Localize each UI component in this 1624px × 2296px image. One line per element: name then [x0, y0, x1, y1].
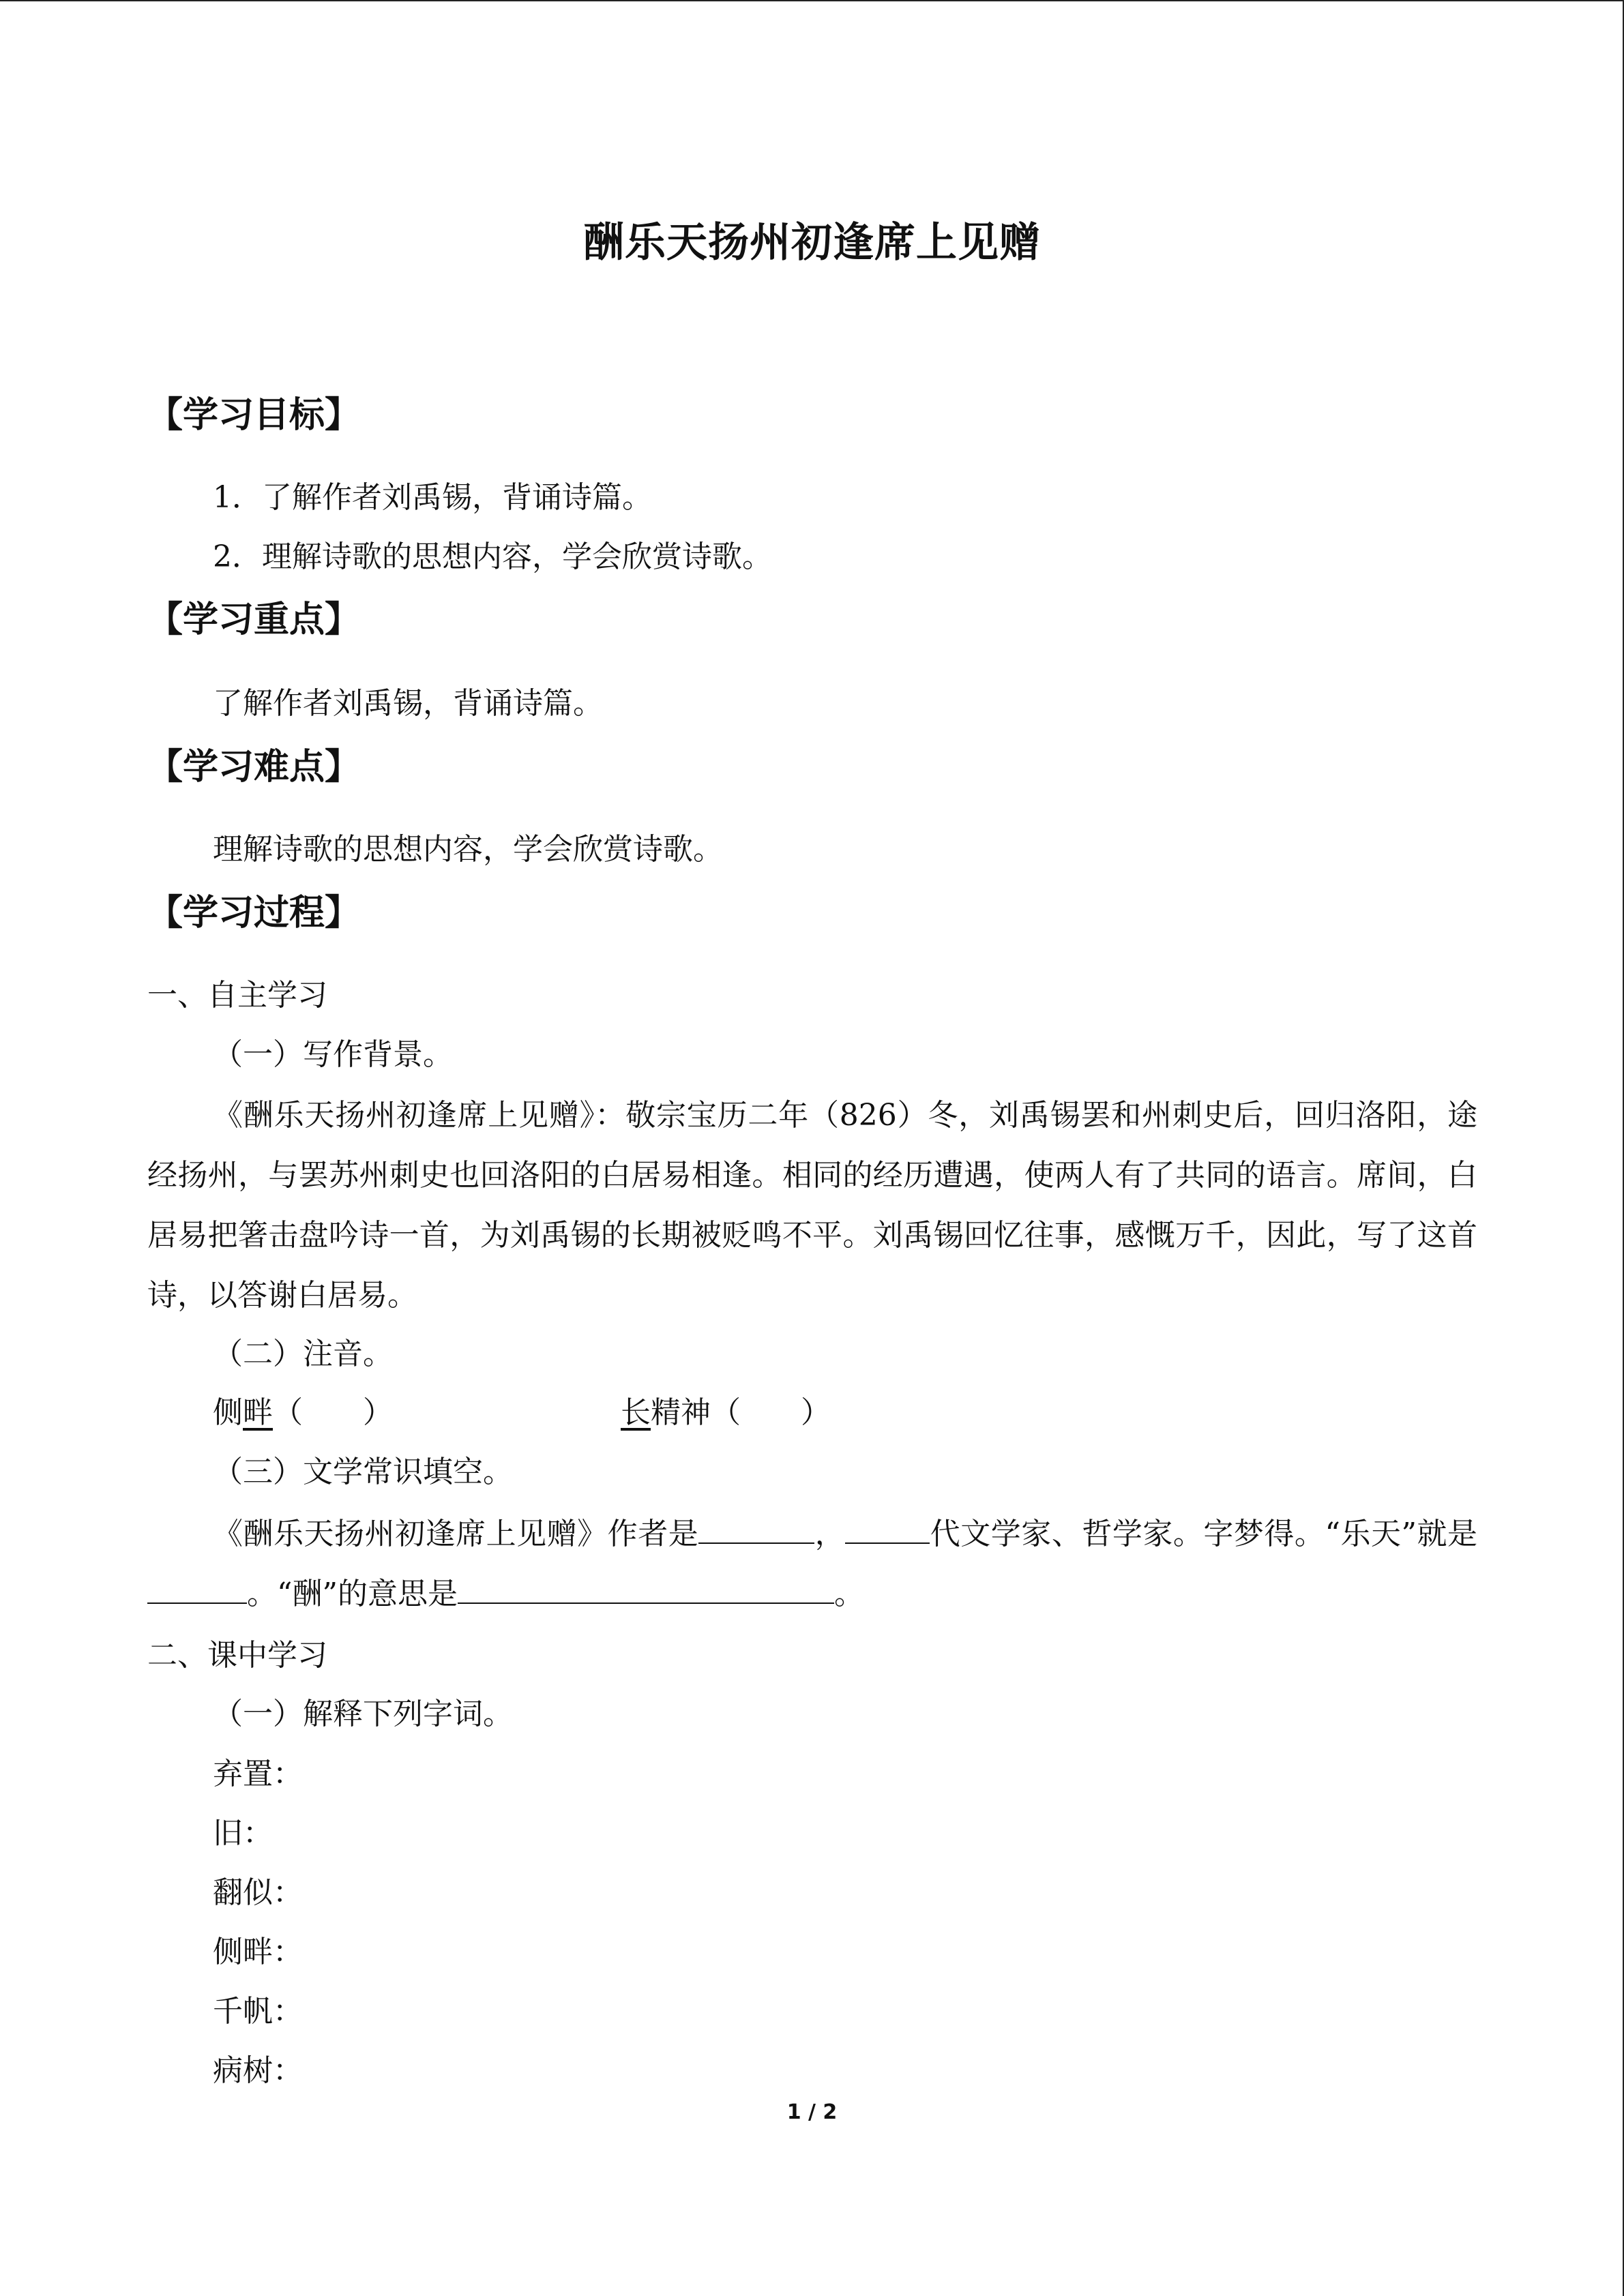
- pinyin-a-char: 畔: [243, 1395, 273, 1430]
- word-item: 千帆：: [213, 1994, 303, 2029]
- background-paragraph: 《酬乐天扬州初逢席上见赠》：敬宗宝历二年（826）冬，刘禹锡罢和州刺史后，回归洛阳，途经扬州，与罢苏州刺史也回洛阳的白居易相逢。相同的经历遭遇，使两人有了共同的语言。席间，白居易把箸击盘吟诗一首，为刘禹锡的长期被贬鸣不平。刘禹锡回忆往事，感慨万千，因此，写了这首诗，以答谢白居易。: [147, 1098, 1477, 1313]
- pinyin-item-b: [621, 1392, 831, 1433]
- pinyin-b-blank[interactable]: （ ）: [711, 1395, 831, 1430]
- part1-label: 一、自主学习: [147, 978, 327, 1013]
- word-item: 翻似：: [213, 1875, 303, 1910]
- word-item: 旧：: [213, 1816, 273, 1851]
- goal-item-2: 2．理解诗歌的思想内容，学会欣赏诗歌。: [213, 539, 772, 574]
- goals-heading: 【学习目标】: [147, 395, 361, 436]
- word-item: 弃置：: [213, 1757, 303, 1791]
- page-number: 1 / 2: [786, 2100, 838, 2124]
- part2-label: 二、课中学习: [147, 1638, 327, 1673]
- document-title: 酬乐天扬州初逢席上见赠: [583, 219, 1041, 267]
- pinyin-b-rest: 精神: [651, 1395, 711, 1430]
- fill-blank-author[interactable]: [698, 1511, 814, 1544]
- fill-text-2: ，: [814, 1517, 846, 1551]
- fill-blank-dynasty[interactable]: [845, 1511, 930, 1544]
- part2-sub1: （一）解释下列字词。: [213, 1697, 513, 1731]
- goal-item-1: 1．了解作者刘禹锡，背诵诗篇。: [213, 480, 652, 515]
- process-heading: 【学习过程】: [147, 893, 361, 934]
- word-item: 病树：: [213, 2053, 303, 2088]
- word-item: 侧畔：: [213, 1935, 303, 1969]
- fill-text-1: 《酬乐天扬州初逢席上见赠》作者是: [213, 1517, 699, 1551]
- pinyin-a-prefix: 侧: [213, 1395, 243, 1430]
- difficulties-text: 理解诗歌的思想内容，学会欣赏诗歌。: [213, 832, 723, 867]
- key-points-heading: 【学习重点】: [147, 599, 361, 640]
- fill-blank-chou[interactable]: [458, 1571, 834, 1604]
- pinyin-a-blank[interactable]: （ ）: [273, 1395, 393, 1430]
- fill-paragraph: [147, 1504, 1477, 1624]
- pinyin-b-char: 长: [621, 1395, 651, 1430]
- fill-text-3: 代文学家、哲学家。字梦得。“乐天”就是: [930, 1517, 1477, 1551]
- key-points-text: 了解作者刘禹锡，背诵诗篇。: [213, 686, 603, 721]
- difficulties-heading: 【学习难点】: [147, 747, 361, 788]
- part1-sub2: （二）注音。: [213, 1337, 393, 1371]
- fill-text-5: 。: [834, 1577, 864, 1611]
- fill-blank-letian[interactable]: [147, 1571, 247, 1604]
- fill-text-4: 。“酬”的意思是: [247, 1577, 458, 1611]
- part1-sub1: （一）写作背景。: [213, 1037, 453, 1072]
- part1-sub3: （三）文学常识填空。: [213, 1455, 513, 1489]
- pinyin-item-a: [213, 1392, 393, 1433]
